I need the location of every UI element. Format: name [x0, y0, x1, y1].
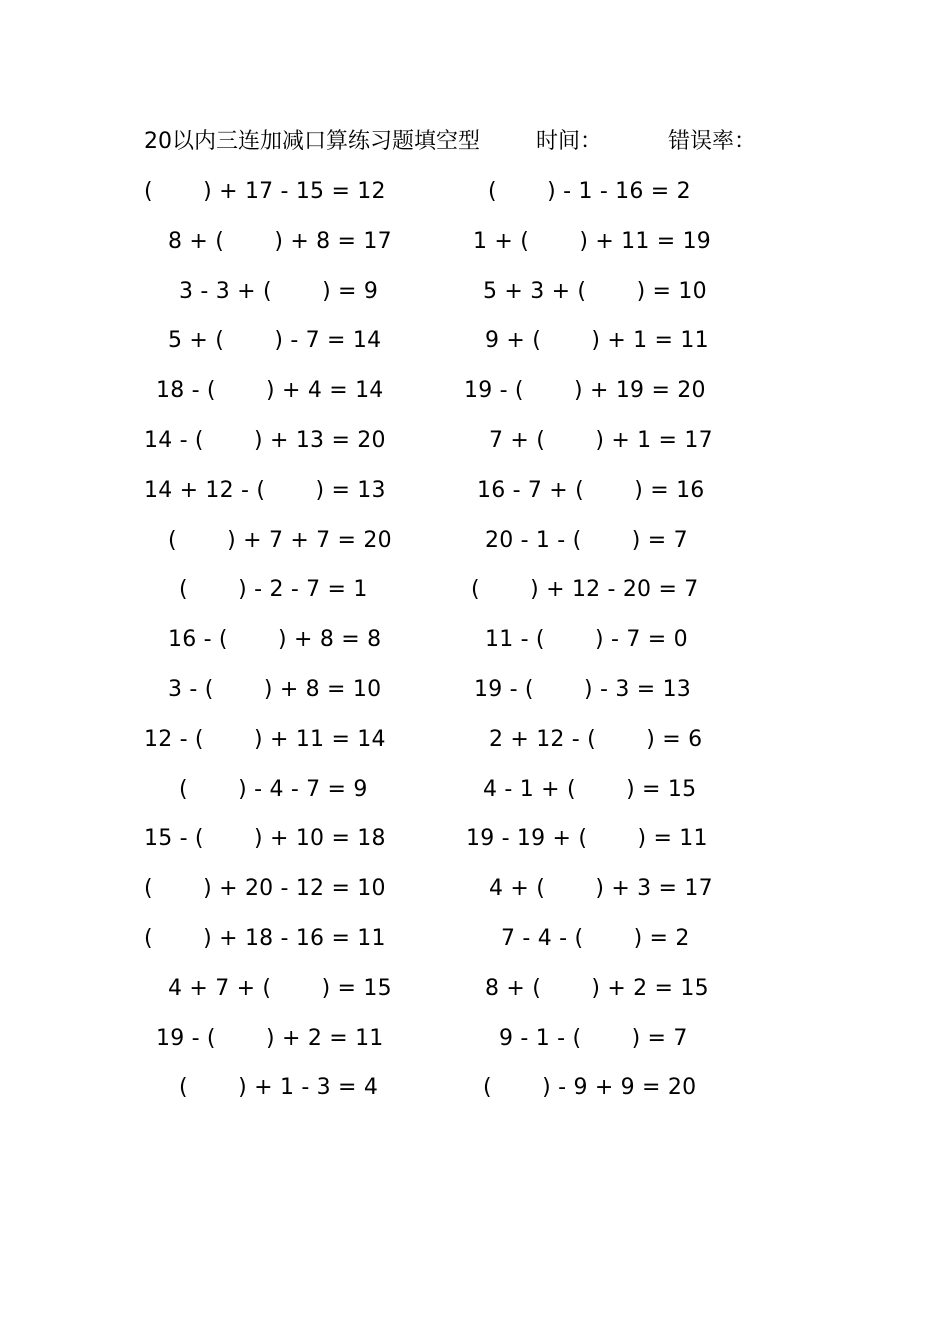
problem-left: 3 - 3 + ( ) = 9	[179, 278, 379, 304]
worksheet-title: 20以内三连加减口算练习题填空型	[144, 129, 480, 154]
worksheet-header	[144, 126, 757, 158]
problem-row	[0, 272, 950, 322]
problem-left: 5 + ( ) - 7 = 14	[168, 328, 382, 354]
problem-row	[0, 969, 950, 1019]
problem-left: 19 - ( ) + 2 = 11	[156, 1025, 384, 1051]
problem-left: 15 - ( ) + 10 = 18	[144, 826, 386, 852]
problem-row	[0, 720, 950, 770]
problem-left: ( ) + 20 - 12 = 10	[144, 876, 386, 902]
problem-right: 9 - 1 - ( ) = 7	[499, 1025, 688, 1051]
problem-row	[0, 869, 950, 919]
problem-right: 20 - 1 - ( ) = 7	[485, 527, 688, 553]
problem-row	[0, 521, 950, 571]
problem-right: 9 + ( ) + 1 = 11	[485, 328, 709, 354]
problem-left: ( ) - 4 - 7 = 9	[179, 776, 368, 802]
problem-left: 14 - ( ) + 13 = 20	[144, 427, 386, 453]
problem-row	[0, 321, 950, 371]
problem-row	[0, 1019, 950, 1069]
problem-right: 4 - 1 + ( ) = 15	[483, 776, 697, 802]
problem-row	[0, 421, 950, 471]
problem-left: 4 + 7 + ( ) = 15	[168, 975, 392, 1001]
problem-row	[0, 620, 950, 670]
problem-left: ( ) - 2 - 7 = 1	[179, 577, 368, 603]
problem-right: 4 + ( ) + 3 = 17	[489, 876, 713, 902]
problem-left: 14 + 12 - ( ) = 13	[144, 477, 386, 503]
problem-left: 8 + ( ) + 8 = 17	[168, 228, 392, 254]
problem-grid	[0, 172, 950, 1118]
problem-left: 12 - ( ) + 11 = 14	[144, 726, 386, 752]
problem-left: 16 - ( ) + 8 = 8	[168, 627, 382, 653]
problem-right: 7 - 4 - ( ) = 2	[501, 925, 690, 951]
problem-row	[0, 371, 950, 421]
problem-right: 2 + 12 - ( ) = 6	[489, 726, 703, 752]
problem-right: 7 + ( ) + 1 = 17	[489, 427, 713, 453]
problem-right: 1 + ( ) + 11 = 19	[473, 228, 711, 254]
problem-row	[0, 919, 950, 969]
problem-left: ( ) + 18 - 16 = 11	[144, 925, 386, 951]
problem-row	[0, 770, 950, 820]
problem-right: 19 - 19 + ( ) = 11	[466, 826, 708, 852]
problem-row	[0, 570, 950, 620]
problem-row	[0, 172, 950, 222]
problem-row	[0, 471, 950, 521]
problem-right: 11 - ( ) - 7 = 0	[485, 627, 688, 653]
problem-row	[0, 222, 950, 272]
problem-row	[0, 1068, 950, 1118]
error-rate-label: 错误率：	[668, 129, 757, 154]
problem-left: 3 - ( ) + 8 = 10	[168, 676, 382, 702]
problem-right: 19 - ( ) + 19 = 20	[464, 378, 706, 404]
problem-right: ( ) - 9 + 9 = 20	[483, 1075, 697, 1101]
problem-right: ( ) + 12 - 20 = 7	[471, 577, 699, 603]
problem-left: ( ) + 7 + 7 = 20	[168, 527, 392, 553]
problem-left: 18 - ( ) + 4 = 14	[156, 378, 384, 404]
problem-row	[0, 819, 950, 869]
problem-right: 19 - ( ) - 3 = 13	[474, 676, 691, 702]
problem-right: 8 + ( ) + 2 = 15	[485, 975, 709, 1001]
problem-right: 16 - 7 + ( ) = 16	[477, 477, 705, 503]
problem-right: ( ) - 1 - 16 = 2	[488, 179, 691, 204]
problem-row	[0, 670, 950, 720]
problem-right: 5 + 3 + ( ) = 10	[483, 278, 707, 304]
problem-left: ( ) + 17 - 15 = 12	[144, 179, 386, 204]
problem-left: ( ) + 1 - 3 = 4	[179, 1075, 379, 1101]
time-label: 时间：	[536, 129, 603, 154]
